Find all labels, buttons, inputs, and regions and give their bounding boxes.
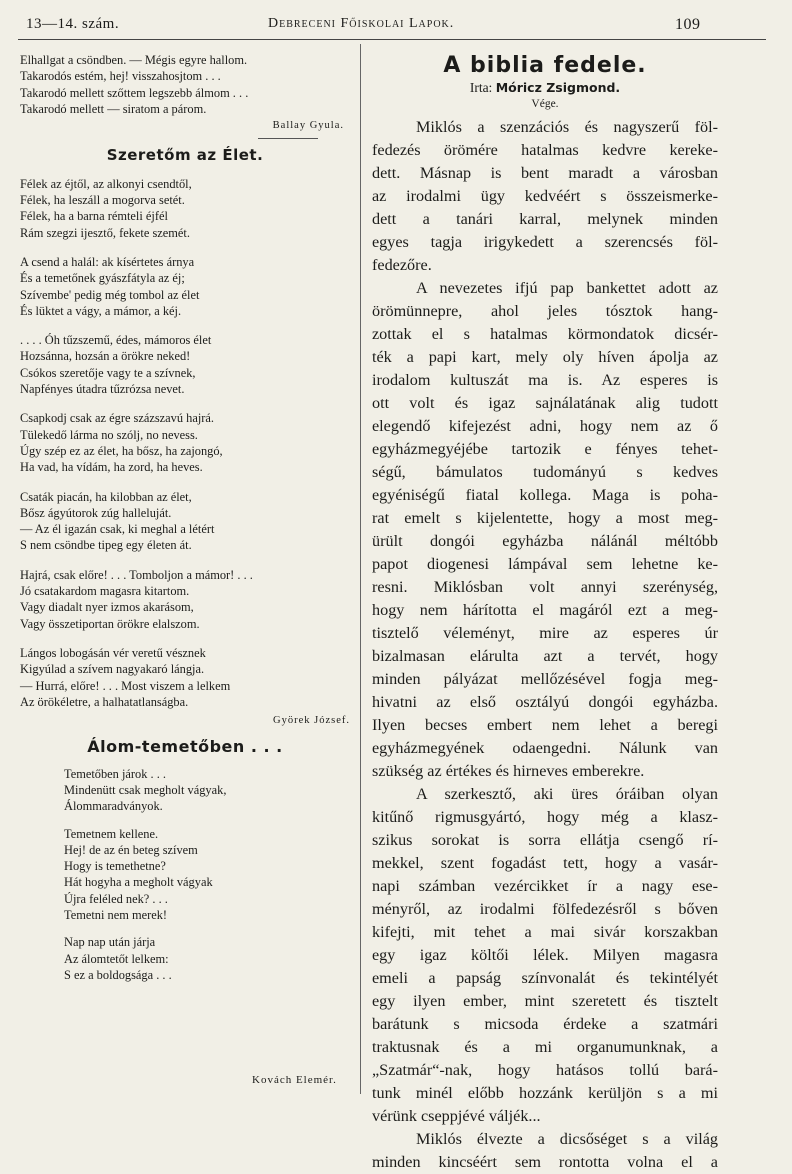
poem-line: Lángos lobogásán vér veretű vésznek (20, 645, 206, 660)
poem2-author: Györek József. (273, 715, 350, 727)
article-line: rat emelt s kijelentette, hogy a most meg- (372, 509, 718, 527)
poem-line: S nem csöndbe tipeg egy életen át. (20, 538, 192, 553)
poem-line: Úgy szép ez az élet, ha bősz, ha zajongó, (20, 443, 223, 458)
article-line: örömünnepre, ahol jeles tósztok hang- (372, 302, 718, 320)
poem-line: Hát hogyha a megholt vágyak (64, 875, 213, 890)
header-rule (18, 39, 766, 40)
poem-line: Rám szegzi ijesztő, fekete szemét. (20, 225, 190, 240)
article-line: kifejti, mit tehet a mai sivár korszakban (372, 923, 718, 941)
poem-line: Hajrá, csak előre! . . . Tomboljon a mámor! . . . (20, 567, 253, 582)
article-byline (372, 79, 718, 96)
article-line: ürült dongói egyházba nálánál méltóbb (372, 532, 718, 550)
stanza (20, 489, 350, 554)
poem-line: S ez a boldogsága . . . (64, 967, 172, 982)
poem-line: Vagy diadalt nyer izmos akarásom, (20, 600, 194, 615)
article-line: napi számban vezércikket ír a nagy ese- (372, 877, 718, 895)
poem3-author: Kovách Elemér. (252, 1074, 337, 1086)
poem-line: Temetni nem merek! (64, 908, 168, 923)
issue-number: 13—14. szám. (26, 16, 120, 32)
article-line: A nevezetes ifjú pap bankettet adott az (416, 279, 718, 297)
article-paragraph (372, 1128, 718, 1174)
article-line: Miklós a szenzációs és nagyszerű föl- (416, 118, 718, 136)
article-body (372, 116, 718, 1174)
end-note: Vége. (531, 98, 559, 110)
poem-line: Kigyúlad a szívem nagyakaró lángja. (20, 662, 205, 677)
article-line: emeli a papság színvonalát és tekintélyét (372, 969, 718, 987)
column-divider (360, 44, 361, 1094)
article-line: egy igaz költői lélek. Milyen magasra (372, 946, 718, 964)
poem-line: Félek, ha a barna rémteli éjfél (20, 209, 168, 224)
poem-line: Temetnem kellene. (64, 826, 159, 841)
section-rule (258, 138, 318, 139)
poem-line: És lüktet a vágy, a mámor, a kéj. (20, 303, 182, 318)
article-line: A szerkesztő, aki üres óráiban olyan (416, 785, 718, 803)
stanza (20, 254, 350, 319)
poem-line: Takarodó mellett szőttem legszebb álmom . . . (20, 85, 249, 100)
article-line: egyéniségű fiatal kollega. Maga is poha- (372, 486, 718, 504)
poem-line: A csend a halál: ak kísértetes árnya (20, 254, 195, 269)
article-line: szükség az értékes és hirneves emberekre. (372, 762, 645, 780)
article-line: traktusnak és a mi organumunknak, a (372, 1038, 718, 1056)
poem3-body (20, 766, 350, 984)
poem-line: Újra feléled nek? . . . (64, 891, 168, 906)
article-line: minden pályázat mellőzésével fogja meg- (372, 670, 718, 688)
article-line: tunk minél előbb hozzánk kerüljön s a mi (372, 1084, 718, 1102)
poem-line: Csaták piacán, ha kilobban az élet, (20, 489, 192, 504)
poem-line: Elhallgat a csöndben. — Mégis egyre hallom. (20, 53, 248, 67)
article-line: fedezés örömére hatalmas kedvre kereke- (372, 141, 718, 159)
poem-line: Álommaradványok. (64, 799, 163, 814)
poem-line: Hozsánna, hozsán a örökre neked! (20, 349, 191, 364)
poem-line: Hogy is temethetne? (64, 859, 166, 874)
article-line: resni. Miklósban volt annyi szerénység, (372, 578, 718, 596)
poem-line: Csapkodj csak az égre százszavú hajrá. (20, 411, 215, 426)
poem3-title: Álom-temetőben . . . (87, 737, 283, 757)
article-line: dett a tanári karral, melynek minden (372, 210, 718, 228)
poem-line: — Hurrá, előre! . . . Most viszem a lelkem (20, 678, 231, 693)
article-line: papot diogenesi lámpával sem lehetne ke- (372, 555, 718, 573)
stanza (20, 332, 350, 397)
poem-line: Nap nap után járja (64, 935, 156, 950)
article-line: bizalmasan elárulta azt a tervét, hogy (372, 647, 718, 665)
article-line: hogy nem hárította el magáról ezt a meg- (372, 601, 718, 619)
article-line: Ilyen becses embert nem lehet a beregi (372, 716, 718, 734)
article-line: zottak el s hatalmas körmondatok dicsér- (372, 325, 718, 343)
poem-line: — Az él igazán csak, ki meghal a létért (20, 522, 215, 537)
stanza (64, 934, 350, 983)
article-line: hivatni az első osztályú dongói egyházba. (372, 693, 718, 711)
page-header (0, 14, 792, 38)
article-line: barátunk s micsoda érdeke a szatmári (372, 1015, 718, 1033)
poem-line: Ha vad, ha vídám, ha zord, ha heves. (20, 460, 203, 475)
article-line: mekkel, szent fogadást tett, hogy a vasár- (372, 854, 718, 872)
poem-line: Csókos szeretője vagy te a szívnek, (20, 365, 196, 380)
left-column (20, 52, 350, 994)
article-line: ték a papi kart, mely oly híven ápolja az (372, 348, 718, 366)
right-column (372, 54, 718, 1174)
article-line: vérünk cseppjévé váljék... (372, 1107, 541, 1125)
poem-line: Az álomtetőt lelkem: (64, 951, 169, 966)
article-line: elegendő kifejezést adni, hogy nem az ő (372, 417, 718, 435)
poem-line: Mindenütt csak megholt vágyak, (64, 782, 227, 797)
article-title: A biblia fedele. (443, 53, 647, 78)
poem-line: Tülekedő lárma no szólj, no nevess. (20, 427, 198, 442)
stanza (20, 410, 350, 475)
stanza (64, 826, 350, 924)
article-line: „Szatmár“-nak, hogy hatásos tollú bará- (372, 1061, 718, 1079)
article-line: egyházmegyéjébe tartozik e fényes tehet- (372, 440, 718, 458)
article-line: fedezőre. (372, 256, 432, 274)
poem2-body (20, 176, 350, 710)
poem-line: Bősz ágyútorok zúg halleluját. (20, 505, 172, 520)
article-line: szikus sorokat is sorra ellátja csengő rí- (372, 831, 718, 849)
journal-name: Debreceni Főiskolai Lapok. (268, 16, 455, 31)
article-line: ségű, bámulatos tudományú s kedves (372, 463, 718, 481)
poem2-title: Szeretőm az Élet. (106, 146, 264, 165)
article-line: ott volt és igaz sajnálatának alig tudott (372, 394, 718, 412)
article-line: dett. Másnap is bent maradt a városban (372, 164, 718, 182)
article-paragraph (372, 116, 718, 277)
byline-prefix: Irta: (469, 80, 493, 95)
poem-line: Napfényes útadra tűzrózsa nevet. (20, 382, 185, 397)
stanza (20, 176, 350, 241)
poem1-author: Ballay Gyula. (272, 120, 344, 132)
article-line: Miklós élvezte a dicsőséget s a világ (416, 1130, 718, 1148)
poem-line: Félek az éjtől, az alkonyi csendtől, (20, 176, 192, 191)
stanza (20, 567, 350, 632)
article-line: kitűnő rigmusgyártó, hogy még a klasz- (372, 808, 718, 826)
poem-line: Szívembe' pedig még tombol az élet (20, 287, 200, 302)
article-line: irodalom kultuszát ma is. Az esperes is (372, 371, 718, 389)
article-line: egy ilyen ember, mint szeretett és tisztelt (372, 992, 718, 1010)
poem-line: . . . . Óh tűzszemű, édes, mámoros élet (20, 333, 212, 348)
stanza (20, 645, 350, 710)
stanza (64, 766, 350, 815)
article-line: egyházmegyének odaengedni. Nálunk van (372, 739, 718, 757)
byline-author: Móricz Zsigmond. (495, 80, 621, 95)
article-line: tisztelő véleményt, mire az esperes úr (372, 624, 718, 642)
page-number: 109 (675, 16, 701, 33)
article-line: minden kincséért sem rontotta volna el a (372, 1153, 718, 1171)
article-paragraph (372, 783, 718, 1128)
poem-line: És a temetőnek gyászfátyla az éj; (20, 271, 185, 286)
article-line: az irodalmi ügy kedvéért s összeismerke- (372, 187, 718, 205)
poem-line: Takarodó mellett — siratom a párom. (20, 101, 207, 116)
poem1-lines (20, 52, 350, 117)
poem-line: Takarodós estém, hej! visszahosjtom . . . (20, 69, 221, 84)
poem-line: Hej! de az én beteg szívem (64, 842, 198, 857)
poem-line: Félek, ha leszáll a mogorva setét. (20, 193, 185, 208)
poem-line: Vagy összetiportan örökre elalszom. (20, 616, 200, 631)
poem-line: Jó csatakardom magasra kitartom. (20, 584, 190, 599)
poem-line: Temetőben járok . . . (64, 766, 167, 781)
article-line: egyes tagja irigykedett a szerencsés föl- (372, 233, 718, 251)
poem-line: Az örökéletre, a halhatatlanságba. (20, 694, 189, 709)
article-paragraph (372, 277, 718, 783)
article-line: ményről, az irodalmi fölfedezésről s bőven (372, 900, 718, 918)
